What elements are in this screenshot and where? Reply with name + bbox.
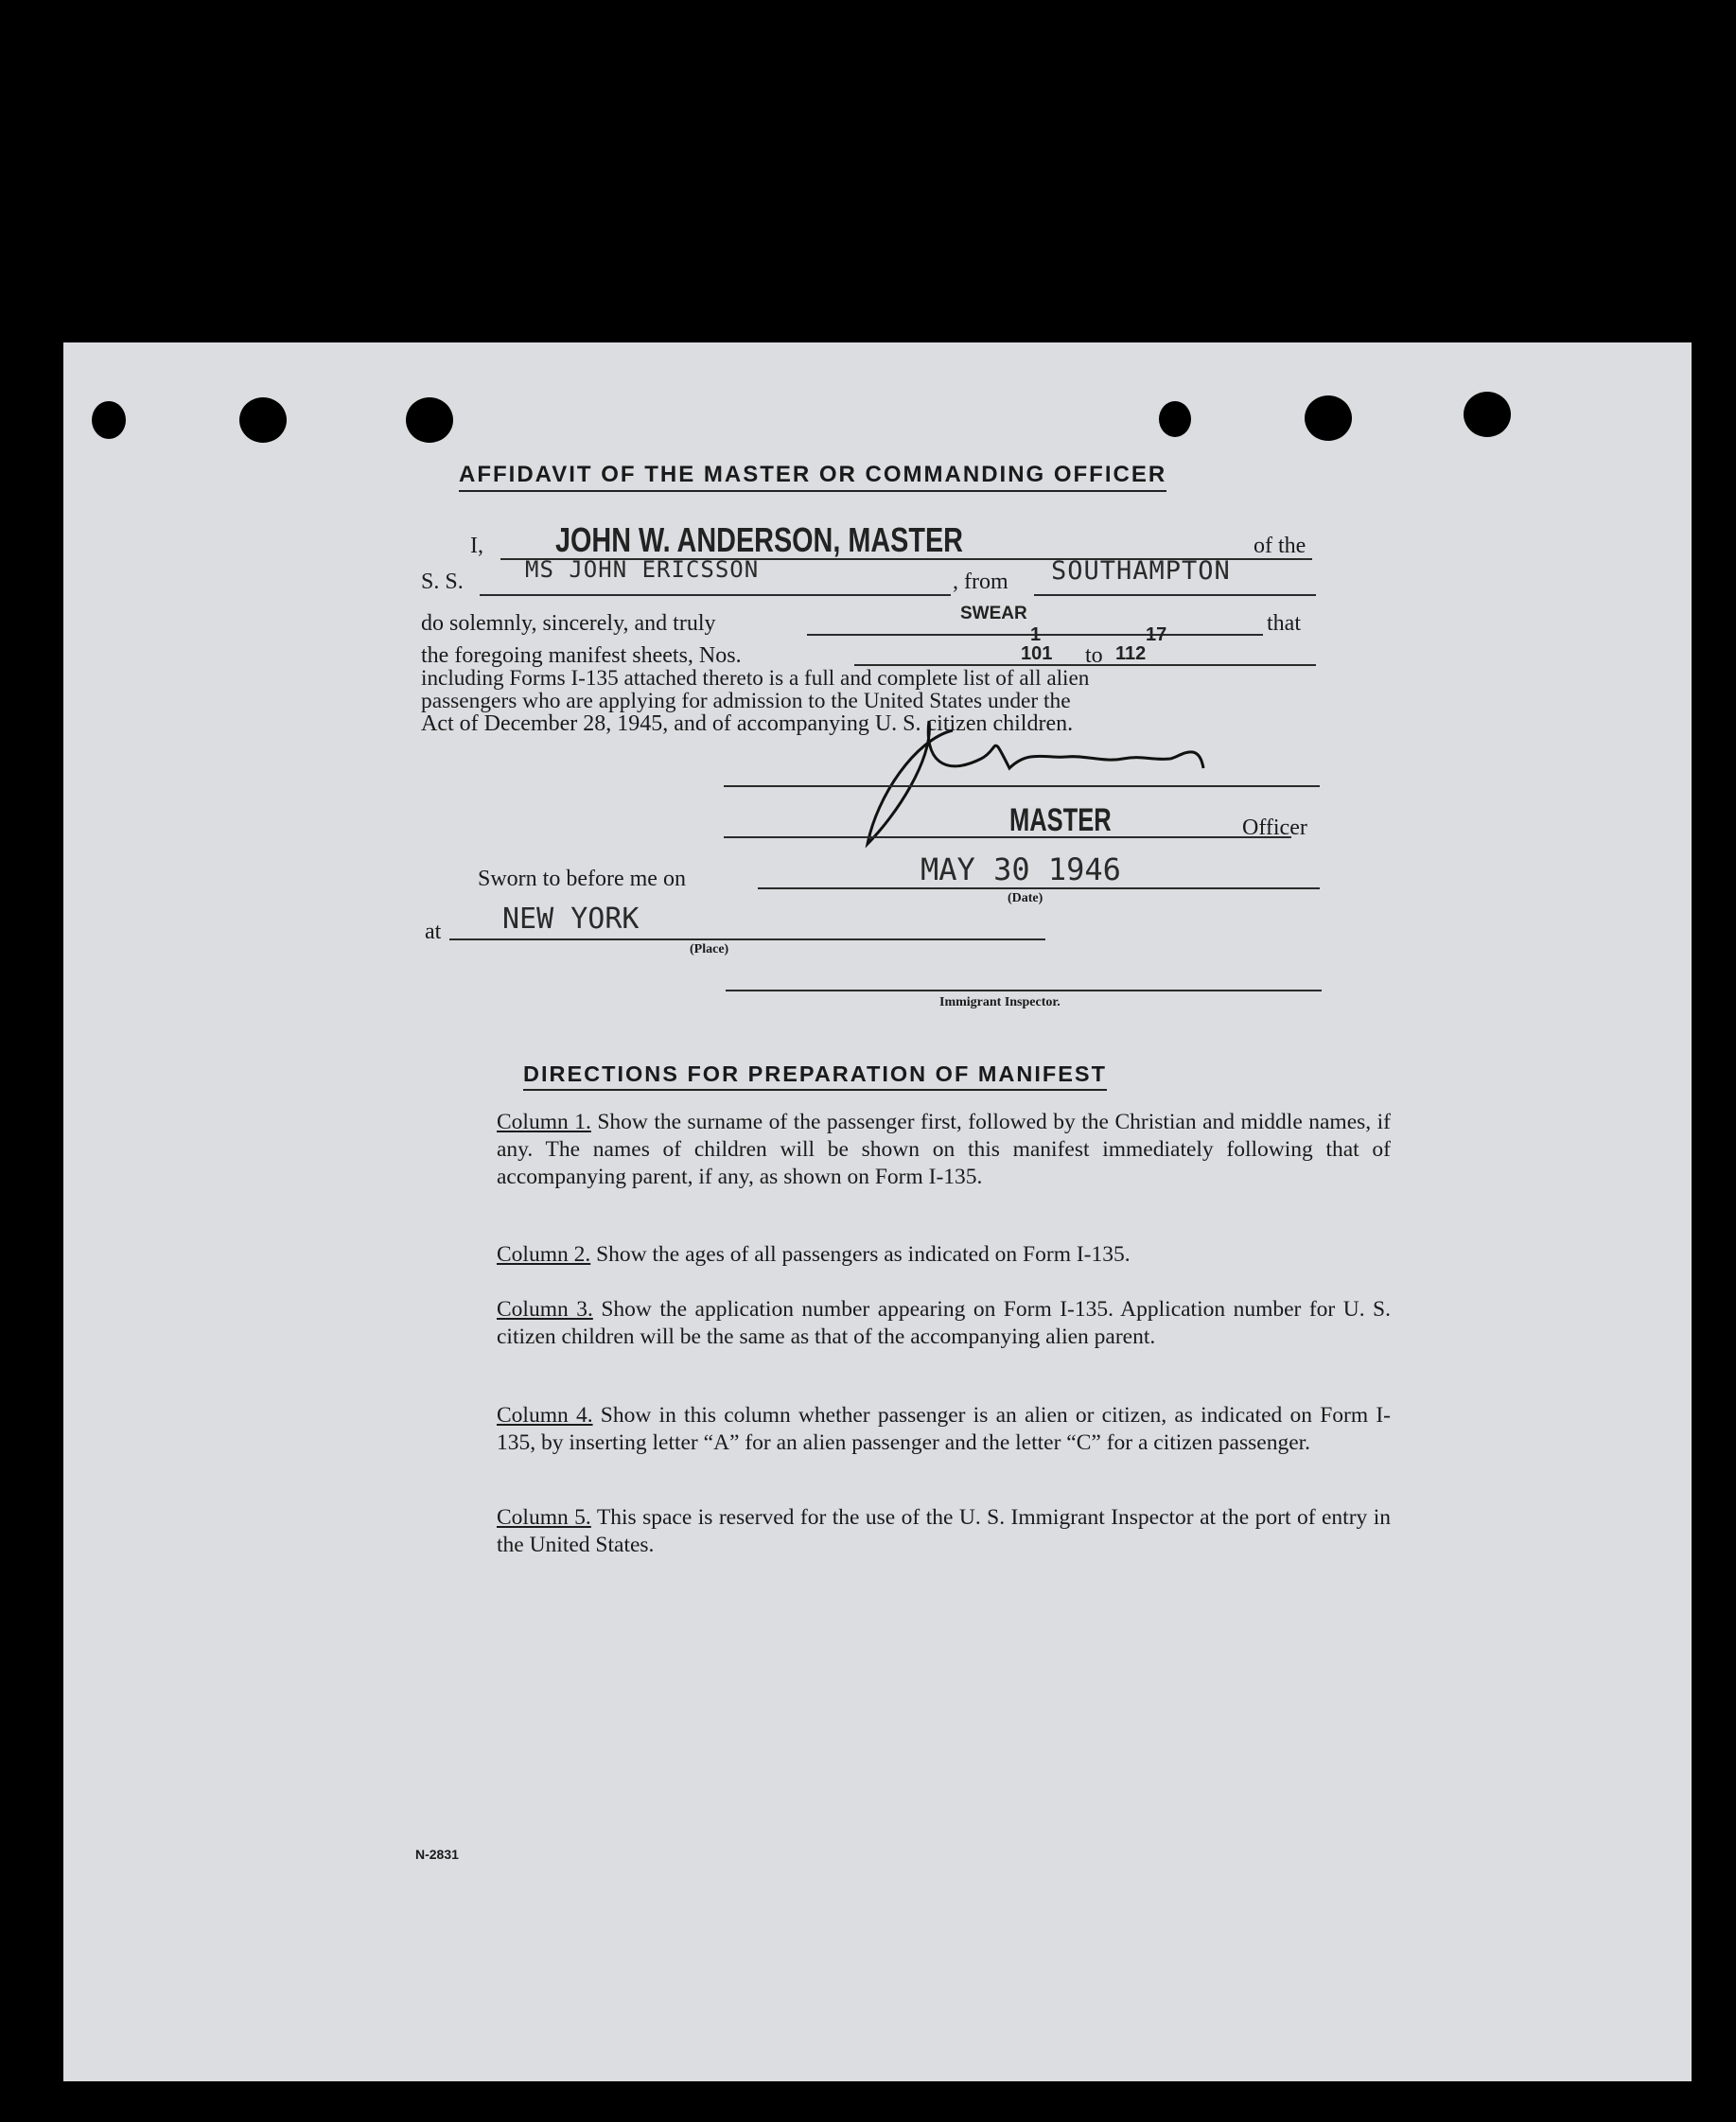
line1-suffix: of the [1254, 534, 1306, 558]
direction-label: Column 3. [497, 1297, 593, 1322]
officer-line [724, 836, 1291, 838]
direction-label: Column 5. [497, 1505, 591, 1530]
form-number: N-2831 [415, 1847, 459, 1862]
ship-name-line [480, 594, 951, 596]
ship-name: MS JOHN ERICSSON [525, 556, 760, 583]
direction-text: This space is reserved for the use of the U. S. Immigrant Inspector at the port of entry in the United States. [497, 1505, 1391, 1557]
punch-hole [1305, 395, 1352, 441]
direction-label: Column 2. [497, 1242, 591, 1267]
sheet-to: 112 [1115, 643, 1147, 664]
signature-line [724, 785, 1320, 787]
punch-hole [1159, 401, 1191, 437]
punch-hole [1464, 392, 1511, 437]
direction-text: Show the ages of all passengers as indicated on Form I-135. [596, 1242, 1131, 1267]
inspector-line [726, 990, 1322, 991]
direction-text: Show the application number appearing on Form I-135. Application number for U. S. citizen children will be the same as that of the accompanying alien parent. [497, 1297, 1392, 1349]
date-caption: (Date) [1008, 891, 1043, 905]
directions-title: DIRECTIONS FOR PREPARATION OF MANIFEST [523, 1061, 1107, 1091]
place-caption: (Place) [690, 942, 729, 956]
punch-hole [239, 397, 287, 443]
line1-prefix: I, [470, 534, 483, 558]
direction-item [497, 1109, 1391, 1191]
direction-text: Show the surname of the passenger first, followed by the Christian and middle names, if any. The names of children will be shown on this manifest immediately following that of accompanying parent, if any, as shown on Form I-135. [497, 1110, 1391, 1189]
direction-text: Show in this column whether passenger is an alien or citizen, as indicated on Form I-135, by inserting letter “A” for an alien passenger and the letter “C” for a citizen passenger. [497, 1403, 1391, 1455]
sheet-from: 101 [1021, 643, 1053, 664]
line6: passengers who are applying for admission to the United States under the [421, 689, 1071, 713]
officer-label: Officer [1242, 815, 1307, 840]
line3-prefix: do solemnly, sincerely, and truly [421, 611, 716, 636]
direction-label: Column 4. [497, 1403, 593, 1428]
direction-label: Column 1. [497, 1110, 591, 1134]
direction-item [497, 1504, 1391, 1559]
sworn-date: MAY 30 1946 [921, 851, 1121, 887]
port-line [1034, 594, 1316, 596]
line7: Act of December 28, 1945, and of accompanying U. S. citizen children. [421, 711, 1074, 736]
inspector-caption: Immigrant Inspector. [939, 995, 1061, 1009]
line3-suffix: that [1267, 611, 1301, 636]
from-label: , from [953, 570, 1008, 594]
at-label: at [425, 920, 442, 944]
officer-title: MASTER [1009, 802, 1112, 838]
direction-item [497, 1241, 1391, 1269]
sheet-to-top: 17 [1146, 624, 1167, 645]
direction-item [497, 1296, 1391, 1351]
punch-hole [92, 401, 126, 439]
port-from: SOUTHAMPTON [1051, 556, 1231, 586]
place-line [449, 938, 1045, 940]
punch-hole [406, 397, 453, 443]
to-label: to [1085, 643, 1103, 668]
direction-item [497, 1402, 1391, 1457]
document-page [63, 342, 1692, 2081]
sheet-from-top: 1 [1030, 624, 1042, 645]
line5: including Forms I-135 attached thereto is a full and complete list of all alien [421, 666, 1090, 691]
master-name: JOHN W. ANDERSON, MASTER [555, 520, 963, 559]
line4-prefix: the foregoing manifest sheets, Nos. [421, 643, 742, 668]
place: NEW YORK [502, 903, 640, 936]
date-line [758, 887, 1320, 889]
affidavit-title: AFFIDAVIT OF THE MASTER OR COMMANDING OFFICER [459, 462, 1166, 492]
oath-word: SWEAR [960, 604, 1027, 623]
ship-prefix: S. S. [421, 570, 464, 594]
sworn-label: Sworn to before me on [478, 867, 686, 891]
